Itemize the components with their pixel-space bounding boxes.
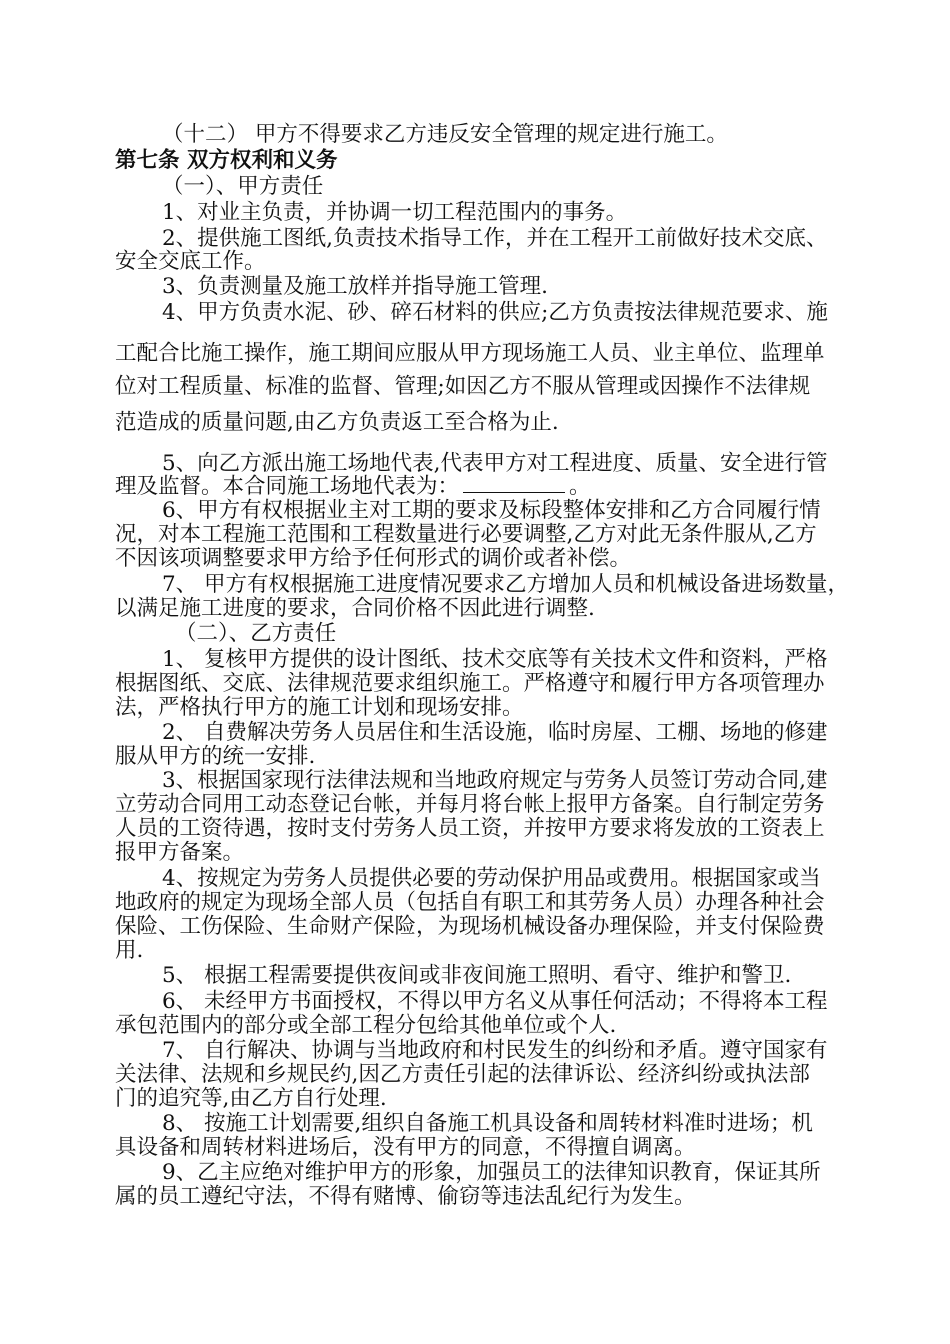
site-representative-end-mark: 。 — [569, 474, 591, 499]
party-b-item-9-line-1: 9、乙主应绝对维护甲方的形象，加强员工的法律知识教育，保证其所 — [162, 1160, 821, 1185]
site-representative-blank — [463, 474, 565, 493]
site-representative-label: 理及监督。本合同施工场地代表为： — [115, 474, 460, 499]
party-b-item-3-line-1: 3、根据国家现行法律法规和当地政府规定与劳务人员签订劳动合同,建 — [162, 768, 828, 793]
party-a-item-2-line-2: 安全交底工作。 — [115, 249, 266, 274]
party-b-item-7-line-2: 关法律、法规和乡规民约,因乙方责任引起的法律诉讼、经济纠纷或执法部 — [115, 1062, 810, 1087]
article-7-heading: 第七条 双方权利和义务 — [115, 148, 338, 173]
party-b-item-6-line-1: 6、 未经甲方书面授权，不得以甲方名义从事任何活动；不得将本工程 — [162, 989, 828, 1014]
party-a-item-5-line-1: 5、向乙方派出施工场地代表,代表甲方对工程进度、质量、安全进行管 — [162, 451, 828, 476]
party-a-item-3: 3、负责测量及施工放样并指导施工管理. — [162, 274, 549, 299]
party-b-item-8-line-2: 具设备和周转材料进场后，没有甲方的同意，不得擅自调离。 — [115, 1135, 696, 1160]
party-b-item-1-line-3: 法，严格执行甲方的施工计划和现场安排。 — [115, 695, 524, 720]
party-a-item-6-line-3: 不因该项调整要求甲方给予任何形式的调价或者补偿。 — [115, 546, 632, 571]
party-b-item-5: 5、 根据工程需要提供夜间或非夜间施工照明、看守、维护和警卫. — [162, 963, 792, 988]
party-b-item-4-line-2: 地政府的规定为现场全部人员（包括自有职工和其劳务人员）办理各种社会 — [115, 890, 825, 915]
party-a-item-6-line-2: 况，对本工程施工范围和工程数量进行必要调整,乙方对此无条件服从,乙方 — [115, 522, 817, 547]
party-a-item-4-line-1: 4、甲方负责水泥、砂、碎石材料的供应;乙方负责按法律规范要求、施 — [162, 300, 828, 325]
party-a-item-4-line-2: 工配合比施工操作，施工期间应服从甲方现场施工人员、业主单位、监理单 — [115, 341, 825, 366]
party-b-item-3-line-3: 人员的工资待遇，按时支付劳务人员工资，并按甲方要求将发放的工资表上 — [115, 816, 825, 841]
party-b-item-2-line-1: 2、 自费解决劳务人员居住和生活设施，临时房屋、工棚、场地的修建 — [162, 720, 828, 745]
party-b-section-heading: （二）、乙方责任 — [175, 621, 337, 646]
party-b-item-2-line-2: 服从甲方的统一安排. — [115, 744, 316, 769]
clause-12-line: （十二） 甲方不得要求乙方违反安全管理的规定进行施工。 — [162, 122, 728, 147]
party-b-item-3-line-4: 报甲方备案。 — [115, 840, 245, 865]
party-a-item-4-line-4: 范造成的质量问题,由乙方负责返工至合格为止. — [115, 410, 559, 435]
party-b-item-1-line-1: 1、 复核甲方提供的设计图纸、技术交底等有关技术文件和资料，严格 — [162, 647, 828, 672]
party-b-item-4-line-3: 保险、工伤保险、生命财产保险，为现场机械设备办理保险，并支付保险费 — [115, 914, 825, 939]
party-a-section-heading: （一）、甲方责任 — [162, 174, 324, 199]
party-b-item-3-line-2: 立劳动合同用工动态登记台帐，并每月将台帐上报甲方备案。自行制定劳务 — [115, 792, 825, 817]
party-b-item-7-line-3: 门的追究等,由乙方自行处理. — [115, 1086, 387, 1111]
party-a-item-2-line-1: 2、提供施工图纸,负责技术指导工作，并在工程开工前做好技术交底、 — [162, 226, 828, 251]
party-b-item-9-line-2: 属的员工遵纪守法，不得有赌博、偷窃等违法乱纪行为发生。 — [115, 1184, 696, 1209]
party-a-item-6-line-1: 6、甲方有权根据业主对工期的要求及标段整体安排和乙方合同履行情 — [162, 498, 821, 523]
party-a-item-4-line-3: 位对工程质量、标准的监督、管理;如因乙方不服从管理或因操作不法律规 — [115, 374, 811, 399]
party-a-item-7-line-1: 7、 甲方有权根据施工进度情况要求乙方增加人员和机械设备进场数量， — [162, 572, 850, 597]
party-b-item-4-line-1: 4、按规定为劳务人员提供必要的劳动保护用品或费用。根据国家或当 — [162, 866, 821, 891]
party-b-item-4-line-4: 用. — [115, 938, 144, 963]
party-b-item-6-line-2: 承包范围内的部分或全部工程分包给其他单位或个人. — [115, 1013, 617, 1038]
party-b-item-7-line-1: 7、 自行解决、协调与当地政府和村民发生的纠纷和矛盾。遵守国家有 — [162, 1038, 828, 1063]
party-a-item-7-line-2: 以满足施工进度的要求，合同价格不因此进行调整. — [115, 596, 595, 621]
party-a-item-1: 1、对业主负责，并协调一切工程范围内的事务。 — [162, 200, 628, 225]
party-b-item-8-line-1: 8、 按施工计划需要,组织自备施工机具设备和周转材料准时进场；机 — [162, 1111, 813, 1136]
party-b-item-1-line-2: 根据图纸、交底、法律规范要求组织施工。严格遵守和履行甲方各项管理办 — [115, 671, 825, 696]
party-a-item-5-line-2 — [115, 474, 591, 500]
